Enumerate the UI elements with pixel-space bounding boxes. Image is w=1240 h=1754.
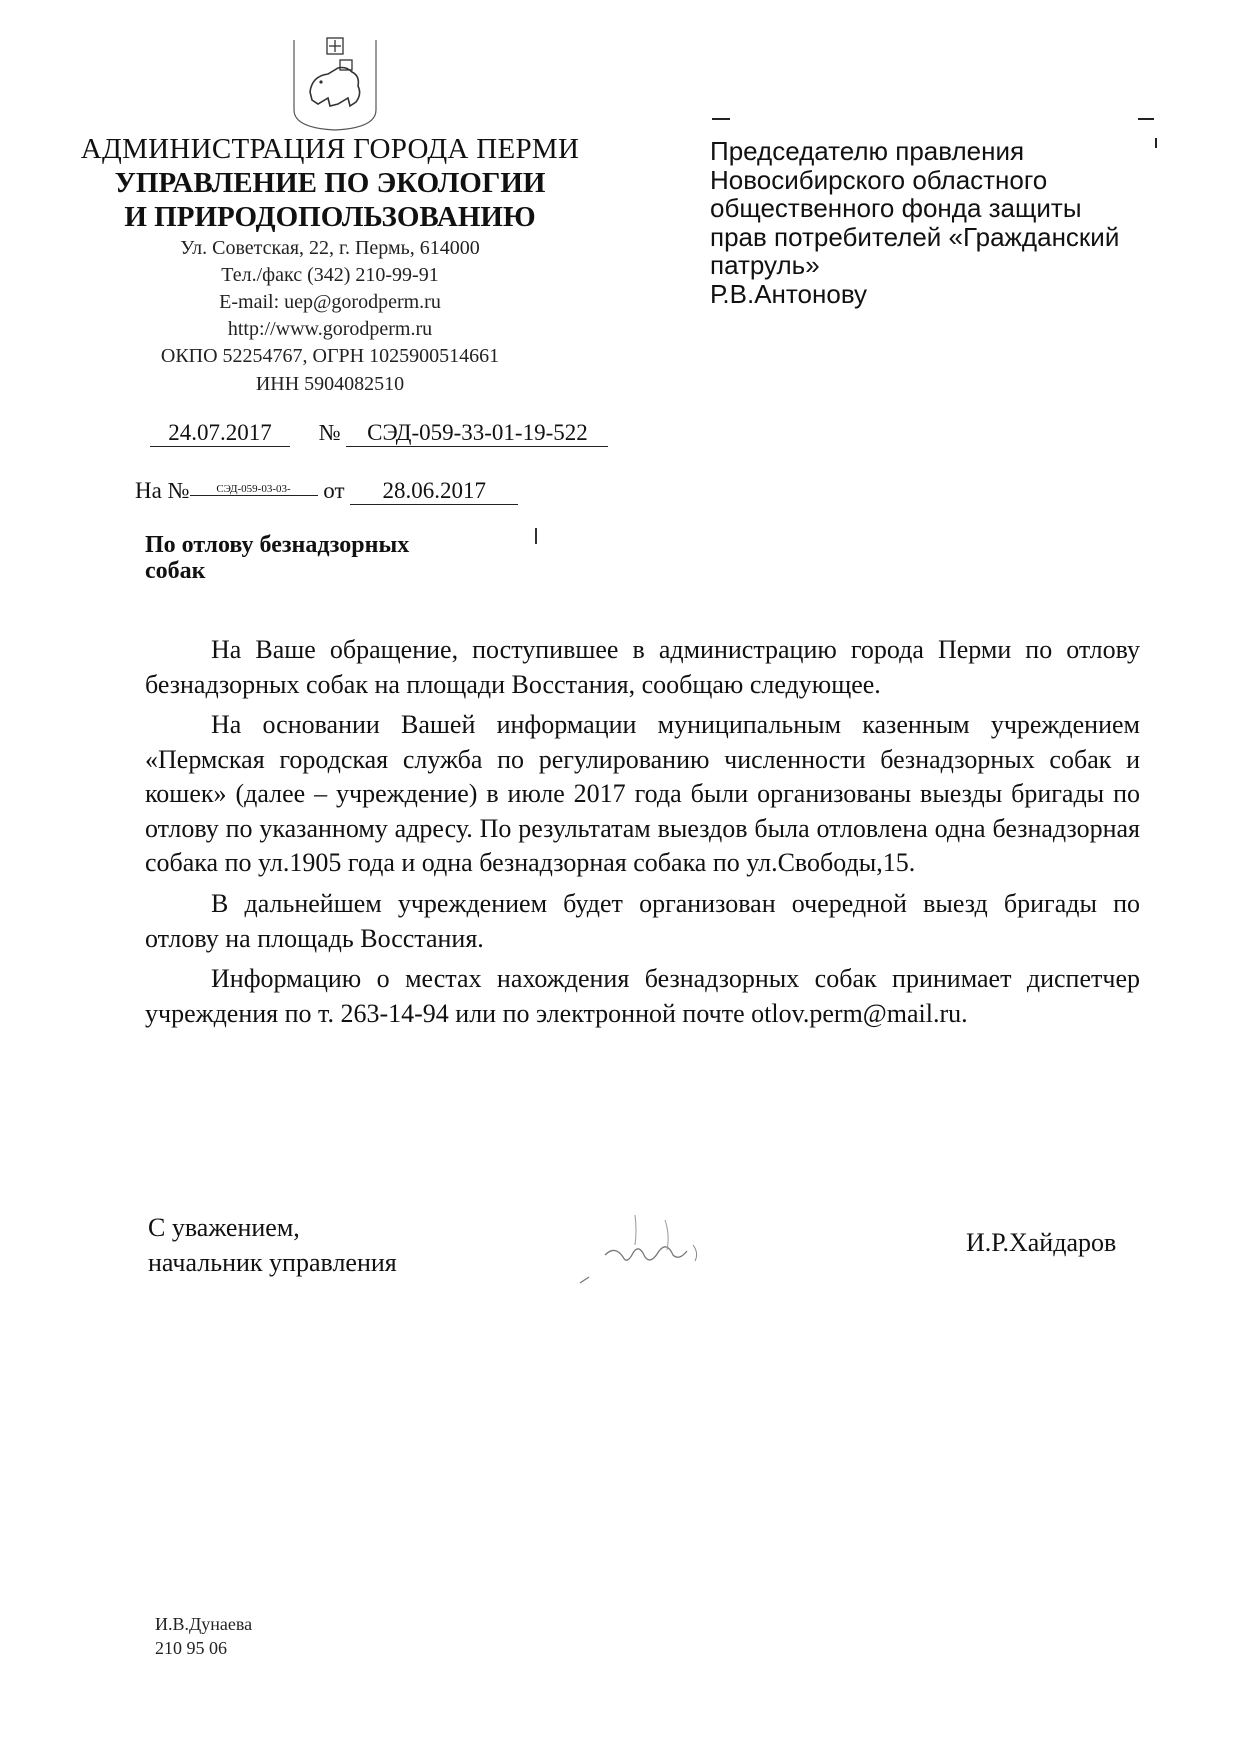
org-okpo-ogrn: ОКПО 52254767, ОГРН 1025900514661 [160,345,500,368]
addressee-block [710,137,1190,309]
signer-name: И.Р.Хайдаров [966,1228,1117,1257]
handwritten-signature [575,1195,755,1315]
number-sign: № [318,420,341,445]
reference-date: 28.06.2017 [350,478,518,505]
closing-phrase: С уважением, [148,1213,300,1242]
body-paragraph: На Ваше обращение, поступившее в администрацию города Перми по отлову безнадзорных собак на площади Восстания, сообщаю следующее. [145,635,1140,699]
registration-line [150,420,608,447]
addressee-line: патруль» [710,250,820,281]
dept-name-line1: УПРАВЛЕНИЕ ПО ЭКОЛОГИИ [114,167,546,200]
subject-line: По отлову безнадзорных [145,532,410,558]
body-paragraph: На основании Вашей информации муниципальным казенным учреждением «Пермская городская служба по регулированию численности безнадзорных собак и кошек» (далее – учреждение) в июле 2017 года были организованы выезды бригады по отлову по указанному адресу. По результатам выездов была отловлена одна безнадзорная собака по ул.1905 года и одна безнадзорная собака по ул.Свободы,15. [145,710,1140,878]
letter-subject [145,532,409,585]
signer-position: начальник управления [148,1248,397,1278]
org-address: Ул. Советская, 22, г. Пермь, 614000 [180,236,480,259]
dept-name-line2: И ПРИРОДОПОЛЬЗОВАНИЮ [124,201,536,234]
letterhead [40,132,620,398]
executor-phone: 210 95 06 [155,1638,227,1659]
perm-coat-of-arms-icon [290,32,380,132]
addressee-name: Р.В.Антонову [710,278,868,309]
addressee-line: общественного фонда защиты [710,193,1082,224]
registration-number: СЭД-059-33-01-19-522 [346,420,608,447]
signature-block [148,1210,397,1281]
body-paragraph: В дальнейшем учреждением будет организован очередной выезд бригады по отлову на площадь Восстания. [145,889,1140,953]
org-name: АДМИНИСТРАЦИЯ ГОРОДА ПЕРМИ [80,133,580,165]
corner-mark-right [1138,118,1154,120]
corner-mark-left [712,118,730,120]
letter-body [145,633,1140,1037]
org-website: http://www.gorodperm.ru [227,318,433,341]
addressee-line: прав потребителей «Гражданский [710,221,1120,252]
addressee-line: Новосибирского областного [710,164,1048,195]
subject-bracket-mark [535,528,537,544]
addressee-line: Председателю правления [710,136,1025,166]
reference-number: СЭД-059-03-03- [190,483,318,496]
org-phone: Тел./факс (342) 210-99-91 [221,263,439,286]
body-paragraph: Информацию о местах нахождения безнадзорных собак принимает диспетчер учреждения по т. 263-14-94 или по электронной почте otlov.perm@mail.ru. [145,964,1140,1028]
executor-name: И.В.Дунаева [155,1614,253,1634]
reference-line [135,478,518,505]
org-email: E-mail: uep@gorodperm.ru [219,291,441,314]
org-inn: ИНН 5904082510 [255,372,405,395]
reference-label: На № [135,478,190,503]
subject-line: собак [145,558,206,585]
executor-block [155,1612,252,1661]
reference-from-label: от [323,478,345,503]
registration-date: 24.07.2017 [150,420,290,447]
